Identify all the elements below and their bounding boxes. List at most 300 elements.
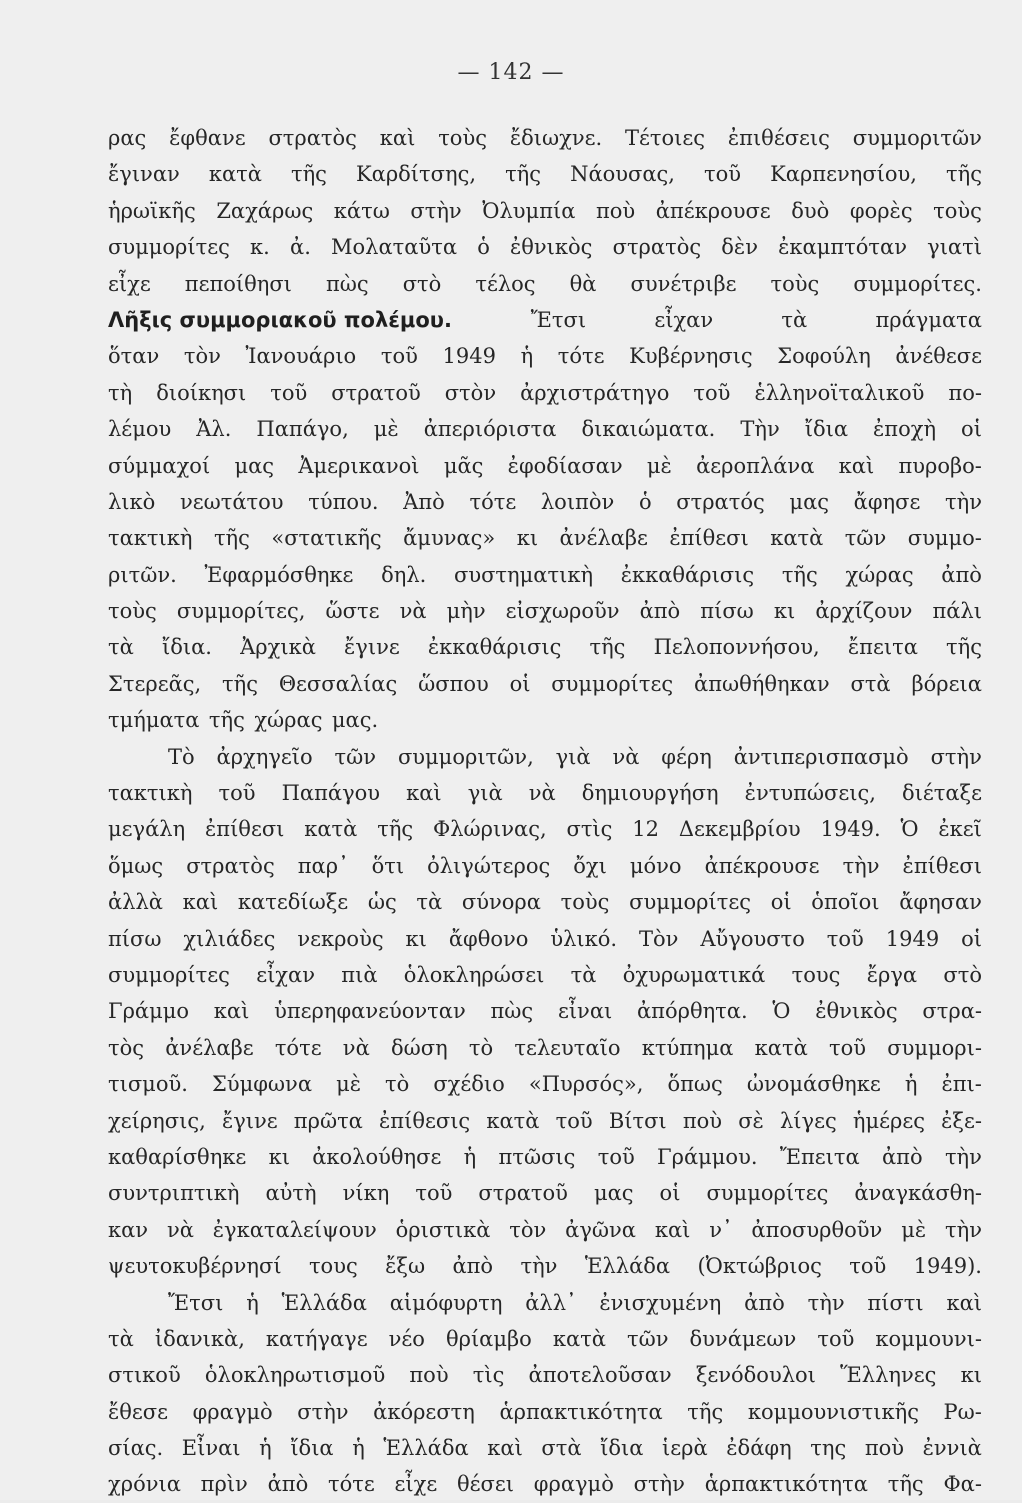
word: τῆς [946,635,982,660]
word: Τὸν [639,926,679,951]
word: Ἑλλάδα [584,1254,671,1279]
word: κι [960,1363,982,1388]
word: ποὺ [409,1363,449,1388]
word: Σοφούλη [777,344,871,369]
word: καὶ [838,453,875,478]
word: «Πυρσός», [528,1072,644,1097]
word: τότε [328,1472,375,1497]
text-line [108,229,982,265]
word: νὰ [342,1035,370,1060]
word: Ἔτσι [530,307,587,332]
word: στὰ [541,1436,582,1461]
word: μας. [331,708,379,733]
text-line [108,1430,982,1466]
word: πάλι [932,599,982,624]
word: Δεκεμβρίου [678,817,801,842]
word: νίκη [342,1181,390,1206]
word: ὅπως [667,1072,723,1097]
word: χρόνια [108,1472,181,1497]
text-line [108,1248,982,1284]
word: Εἶναι [181,1436,241,1461]
word: καθαρίσθηκε [108,1144,247,1169]
word: κι [773,599,796,624]
word: ποὺ [864,1436,905,1461]
word: Ἑλλάδα [281,1290,367,1315]
word: Τέτοιες [625,126,706,150]
word: οἱ [659,1181,681,1206]
word: ἱερὰ [662,1436,708,1461]
word: Κυβέρνησις [629,344,753,369]
text-line [108,1321,982,1357]
word: ποὺ [682,1108,723,1133]
word: ἐντυπώσεις, [744,781,876,806]
word: ἴδια. [161,635,212,660]
word: τύπου. [308,489,379,514]
word: συμμοριτῶν, [397,744,534,769]
word: κομμουνιστικῆς [747,1399,919,1424]
word: ἀρχηγεῖο [216,744,313,769]
word: ὠνομάσθηκε [746,1072,881,1097]
word: ὁ [638,489,652,514]
word: λέμου [108,417,172,442]
word: στικοῦ [108,1363,181,1388]
word: ἀρχιστράτηγο [520,380,670,405]
word: διέταξε [901,781,982,806]
text-line [108,338,982,374]
text-line [108,848,982,884]
word: γιὰ [467,781,503,806]
word: ἀλλὰ [108,890,163,915]
word: λίγες [779,1108,837,1133]
word: Ἕλληνες [840,1363,937,1388]
word: τοῦ [555,1108,593,1133]
word: στὴν [410,198,462,223]
word: μὲ [336,1072,361,1097]
word: νὰ [399,599,427,624]
word: τὴν [842,853,880,878]
word: τῆς [213,526,250,551]
word: εἶχε [108,271,151,296]
word: ἀπεριόριστα [423,417,557,442]
text-line [108,520,982,556]
word: τοὺς [108,599,157,624]
word: ἄφησε [853,489,921,514]
word: αἱμόφυρτη [389,1290,503,1315]
word: 1949 [885,926,940,951]
word: τοῦ [415,1181,453,1206]
word: λοιπὸν [540,489,615,514]
word: εἰσχωροῦν [505,599,620,624]
word: ἡ [904,1072,918,1097]
section-heading-line [108,302,982,338]
word: συνέτριβε [630,271,737,296]
word: ἄφθονο [448,926,529,951]
word: δυὸ [791,198,830,223]
word: πὼς [490,999,534,1024]
word: τὴν [807,1290,845,1315]
word: τῆς [946,162,982,187]
word: πίσω [700,599,754,624]
word: ἔγινε [344,635,400,660]
word: ἀπὸ [882,1144,923,1169]
text-line [108,1394,982,1430]
word: στρατοῦ [331,380,421,405]
word: τῆς [687,1399,724,1424]
word: οἱ [961,417,982,442]
word: ρας [108,126,147,150]
word: φορὲς [849,198,913,223]
word: Ἔτσι [168,1290,224,1315]
word: τοῦ [704,162,742,187]
word: θὰ [569,271,597,296]
word: τῆς [208,708,245,733]
word: δὲν [721,235,758,260]
text-line [108,1066,982,1102]
word: Ἰανουάριο [245,344,357,369]
word: καὶ [406,781,442,806]
word: Τὸ [168,744,195,769]
word: Καρδίτσης, [355,162,477,187]
word: πὼς [325,271,369,296]
word: τὴν [945,489,982,514]
word: κατὰ [552,1326,606,1351]
text-line [108,1212,982,1248]
word: συμμορίτες, [176,599,306,624]
word: ψευτοκυβέρνησί [108,1254,282,1279]
word: τοῦ [218,781,256,806]
word: συμμοριτῶν [852,126,982,150]
word: τῶν [844,526,887,551]
word: ἀκολούθησε [312,1144,442,1169]
word: Φλώρινας, [433,817,547,842]
word: ὑλικό. [550,926,618,951]
word: δημιουργήση [581,781,719,806]
word: Βίτσι [608,1108,667,1133]
word: εἶχαν [654,307,714,332]
word: τοῦ [597,1144,635,1169]
word: πυροβο- [898,453,982,478]
word: ἡ [259,1436,272,1461]
word: τῆς [377,817,414,842]
word: ἐπίθεσι [205,817,285,842]
word: τῶν [626,1326,669,1351]
word: φέρη [661,744,712,769]
word: στρατός [676,489,765,514]
word: συμμορίτες [629,890,752,915]
word: στὶς [566,817,613,842]
word: σχέδιο [433,1072,505,1097]
word: ὁ [477,235,490,260]
word: συντριπτικὴ [108,1181,240,1206]
word: ἀεροπλάνα [696,453,815,478]
word: τοὺς [438,126,487,150]
word: ἀπέκρουσε [655,198,771,223]
word: ἀνέθεσε [895,344,982,369]
word: πεποίθησι [184,271,292,296]
word: ἀ. [290,235,311,260]
word: καν [108,1217,149,1242]
word: οἱ [509,671,531,696]
word: τακτικὴ [108,526,193,551]
word: τὰ [416,890,443,915]
word: τους [791,962,841,987]
word: ἄφησαν [899,890,982,915]
word: ἰδανικὰ, [154,1326,245,1351]
word: στὴν [930,744,982,769]
word: τῶν [334,744,377,769]
word: τοὺς [933,198,982,223]
word: ἔγινε [221,1108,278,1133]
word: σίας. [108,1436,164,1461]
text-line [108,1139,982,1175]
word: τους [308,1254,358,1279]
text-line [108,1357,982,1393]
word: ἁρπακτικότητα [499,1399,663,1424]
word: τῆς [290,162,327,187]
word: πο- [948,380,982,405]
word: νεωτάτου [179,489,284,514]
word: ἐπιθέσεις [727,126,830,150]
word: δώση [390,1035,448,1060]
word: κατὰ [486,1108,540,1133]
word: ὡς [367,890,397,915]
text-line [108,629,982,665]
word: καὶ [213,999,250,1024]
word: μας [593,1181,634,1206]
word: τοῦ [270,380,308,405]
word: θέσει [457,1472,514,1497]
word: τὸν [509,1217,547,1242]
word: ὁποῖοι [811,890,880,915]
word: κομμουνι- [875,1326,982,1351]
word: ἀπὸ [941,562,982,587]
text-line [108,957,982,993]
word: Αὔγουστο [700,926,805,951]
word: τὴ [108,380,133,405]
word: ἀγῶνα [565,1217,636,1242]
word: ἡμέρες [852,1108,925,1133]
word: ὄχι [573,853,607,878]
word: τῆς [589,635,626,660]
text-line [108,593,982,629]
text-line [108,993,982,1029]
word: χιλιάδες [183,926,276,951]
word: τισμοῦ. [108,1072,188,1097]
word: Φα- [943,1472,982,1497]
word: κι [405,926,427,951]
word: λικὸ [108,489,156,514]
word: ριτῶν. [108,562,177,587]
word: ἁρπακτικότητα [704,1472,868,1497]
word: συμμορίτες [706,1181,829,1206]
word: τὰ [781,307,808,332]
text-line [108,1175,982,1211]
word: Ἀρχικὰ [240,635,316,660]
word: ἐθνικὸς [815,999,898,1024]
text-line [108,811,982,847]
word: κατὰ [770,526,824,551]
word: ἐνισχυμένη [599,1290,722,1315]
word: Θεσσαλίας [278,671,398,696]
word: ἀπωθήθηκαν [694,671,830,696]
text-line [108,375,982,411]
word: εἶναι [557,999,613,1024]
word: τακτικὴ [108,781,193,806]
word: ὥσπου [418,671,489,696]
word: της [810,1436,847,1461]
word: σύμμαχοί [108,453,211,478]
word: ποὺ [595,198,636,223]
text-line [108,411,982,447]
word: πράγματα [875,307,982,332]
word: μὴν [446,599,486,624]
word: κατὰ [208,162,262,187]
word: συμμο- [907,526,982,551]
word: ἐπίθεσι [669,526,749,551]
word: γιατὶ [927,235,982,260]
word: Γράμμο [108,999,190,1024]
word: χείρησις, [108,1108,206,1133]
word: οἱ [770,890,792,915]
word: ἡρωϊκῆς [108,198,196,223]
text-line [108,1285,982,1321]
word: ἐπι- [941,1072,982,1097]
word: ἴδια [804,417,849,442]
word: Ζαχάρως [216,198,314,223]
word: ἄμυνας» [403,526,496,551]
word: κατὰ [304,817,358,842]
word: θρίαμβο [445,1326,532,1351]
text-line [108,775,982,811]
word: χώρας [845,562,914,587]
word: ἐγκαταλείψουν [212,1217,377,1242]
word: Ἑλλάδα [383,1436,469,1461]
text-line [108,484,982,520]
word: 1949 [442,344,496,369]
word: ὅτι [371,853,405,878]
word: Ἐφαρμόσθηκε [204,562,354,587]
word: ἡ [520,344,534,369]
word: τοῦ [826,926,864,951]
word: μας [234,453,275,478]
word: ὥστε [325,599,380,624]
word: ἔφθανε [169,126,246,150]
word: ἀπὸ [744,1290,785,1315]
text-line [108,557,982,593]
word: εἶχαν [256,962,315,987]
word: «στατικῆς [271,526,382,551]
word: Καρπενησίου, [770,162,917,187]
word: βόρεια [911,671,982,696]
word: ἐξε- [941,1108,982,1133]
word: μὲ [901,1217,927,1242]
word: τὸ [385,1072,410,1097]
text-line [108,1466,982,1502]
word: ἐκκαθάρισις [427,635,562,660]
word: ἔγιναν [108,162,180,187]
word: ἡ [463,1144,477,1169]
word: συμμορι- [887,1035,982,1060]
word: οἱ [961,926,982,951]
word: Παπάγου [281,781,381,806]
word: Μολαταῦτα [331,235,458,260]
word: συστηματικὴ [454,562,594,587]
word: παρ᾽ [297,853,349,878]
word: τότε [274,1035,322,1060]
text-line [108,156,982,192]
word: τὰ [108,1326,134,1351]
word: ἐκαμπτόταν [778,235,907,260]
word: στρατὸς [268,126,357,150]
word: ὁλοκληρωτισμοῦ [204,1363,386,1388]
word: νὰ [612,744,640,769]
word: ὅταν [108,344,160,369]
word: συμμορίτες. [853,271,982,296]
word: τοῦ [380,344,418,369]
word: κι [268,1144,290,1169]
word: ἐκεῖ [938,817,982,842]
word: Ὀλυμπία [482,198,576,223]
word: τὸ [468,1035,494,1060]
word: τὰ [570,962,597,987]
word: νὰ [528,781,556,806]
word: ὀχυρωματικά [622,962,766,987]
word: Ὁ [772,999,791,1024]
word: καὶ [654,1217,691,1242]
word: ἀπόρθητα. [636,999,748,1024]
word: ἀπὸ [267,1472,309,1497]
text-line [108,666,982,702]
word: πρῶτα [293,1108,363,1133]
word: σὲ [738,1108,764,1133]
word: ὁριστικὰ [395,1217,491,1242]
word: μᾶς [443,453,484,478]
text-line [108,921,982,957]
word: τοὺς [560,890,610,915]
word: γιὰ [555,744,591,769]
word: τότε [469,489,517,514]
word: Νάουσας, [570,162,675,187]
word: νὰ [166,1217,194,1242]
word: πίστι [867,1290,924,1315]
word: δυνάμεων [689,1326,797,1351]
word: κατὰ [754,1035,808,1060]
word: στρατοῦ [478,1181,568,1206]
word: ἡ [352,1436,365,1461]
word: καὶ [487,1436,523,1461]
word: ἐθνικὸς [510,235,593,260]
text-line [108,266,982,302]
word: ὑπερηφανεύονταν [274,999,466,1024]
word: ἐφοδίασαν [507,453,623,478]
word: στρατὸς [612,235,702,260]
word: νέο [388,1326,425,1351]
word: ἔδιωχνε. [509,126,603,150]
word: ἀντιπερισπασμὸ [733,744,909,769]
word: Παπάγο, [256,417,349,442]
word: τὸν [183,344,221,369]
word: τελευταῖο [514,1035,621,1060]
word: ἐποχὴ [873,417,937,442]
word: στὸ [943,962,982,987]
word: στὸν [444,380,497,405]
word: τοὺς [770,271,820,296]
word: ἐκκαθάρισις [620,562,755,587]
word: εἶχε [394,1472,438,1497]
word: διοίκησι [156,380,247,405]
word: Ἔπειτα [779,1144,860,1169]
word: ἀρχίζουν [815,599,913,624]
